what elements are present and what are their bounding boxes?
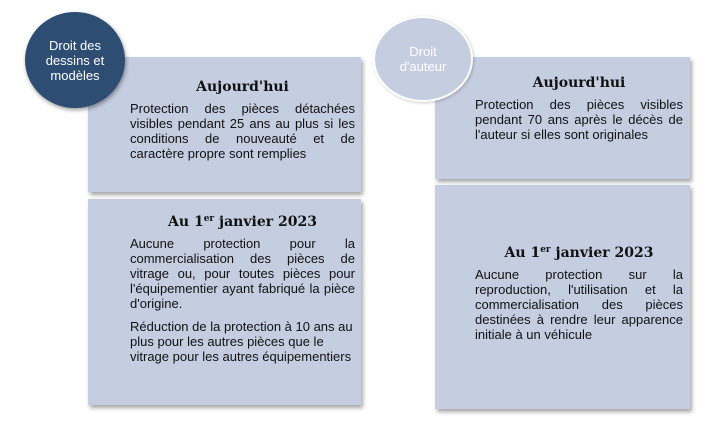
- category-circle-designs: [25, 12, 125, 108]
- card-text: Protection des pièces visibles pendant 70 ans après le décès de l'auteur si elles sont originales: [475, 97, 683, 142]
- card-text: [130, 236, 355, 364]
- card-title: Aujourd'hui: [196, 79, 289, 95]
- card-text: Protection des pièces détachées visibles pendant 25 ans au plus si les conditions de nouveauté et de caractère propre sont remplies: [130, 101, 355, 161]
- title-suffix: janvier 2023: [214, 214, 317, 230]
- card-copyright-2023: [435, 185, 690, 409]
- title-superscript: er: [540, 245, 551, 255]
- paragraph: Aucune protection pour la commercialisation des pièces de vitrage ou, pour toutes pièces pour l'équipementier ayant fabriqué la pièce d'origine.: [130, 236, 355, 311]
- card-title: [130, 214, 355, 230]
- card-text: [475, 267, 683, 342]
- card-title: [475, 245, 683, 261]
- paragraph: Aucune protection sur la reproduction, l'utilisation et la commercialisation des pièces destinées à rendre leur apparence initiale à un véhicule: [475, 267, 683, 342]
- category-circle-copyright: [373, 16, 473, 102]
- card-copyright-today: [435, 57, 690, 179]
- category-label-copyright: Droit d'auteur: [399, 44, 447, 74]
- card-designs-2023: [88, 199, 361, 405]
- title-superscript: er: [203, 214, 215, 224]
- title-prefix: Au 1: [168, 214, 204, 230]
- card-title: Aujourd'hui: [532, 75, 626, 91]
- paragraph: Réduction de la protection à 10 ans au plus pour les autres pièces que le vitrage pour les autres équipementiers: [130, 319, 353, 364]
- category-label-designs: Droit des dessins et modèles: [45, 37, 105, 83]
- card-designs-today: [88, 57, 361, 192]
- title-suffix: janvier 2023: [550, 245, 654, 261]
- title-prefix: Au 1: [504, 245, 541, 261]
